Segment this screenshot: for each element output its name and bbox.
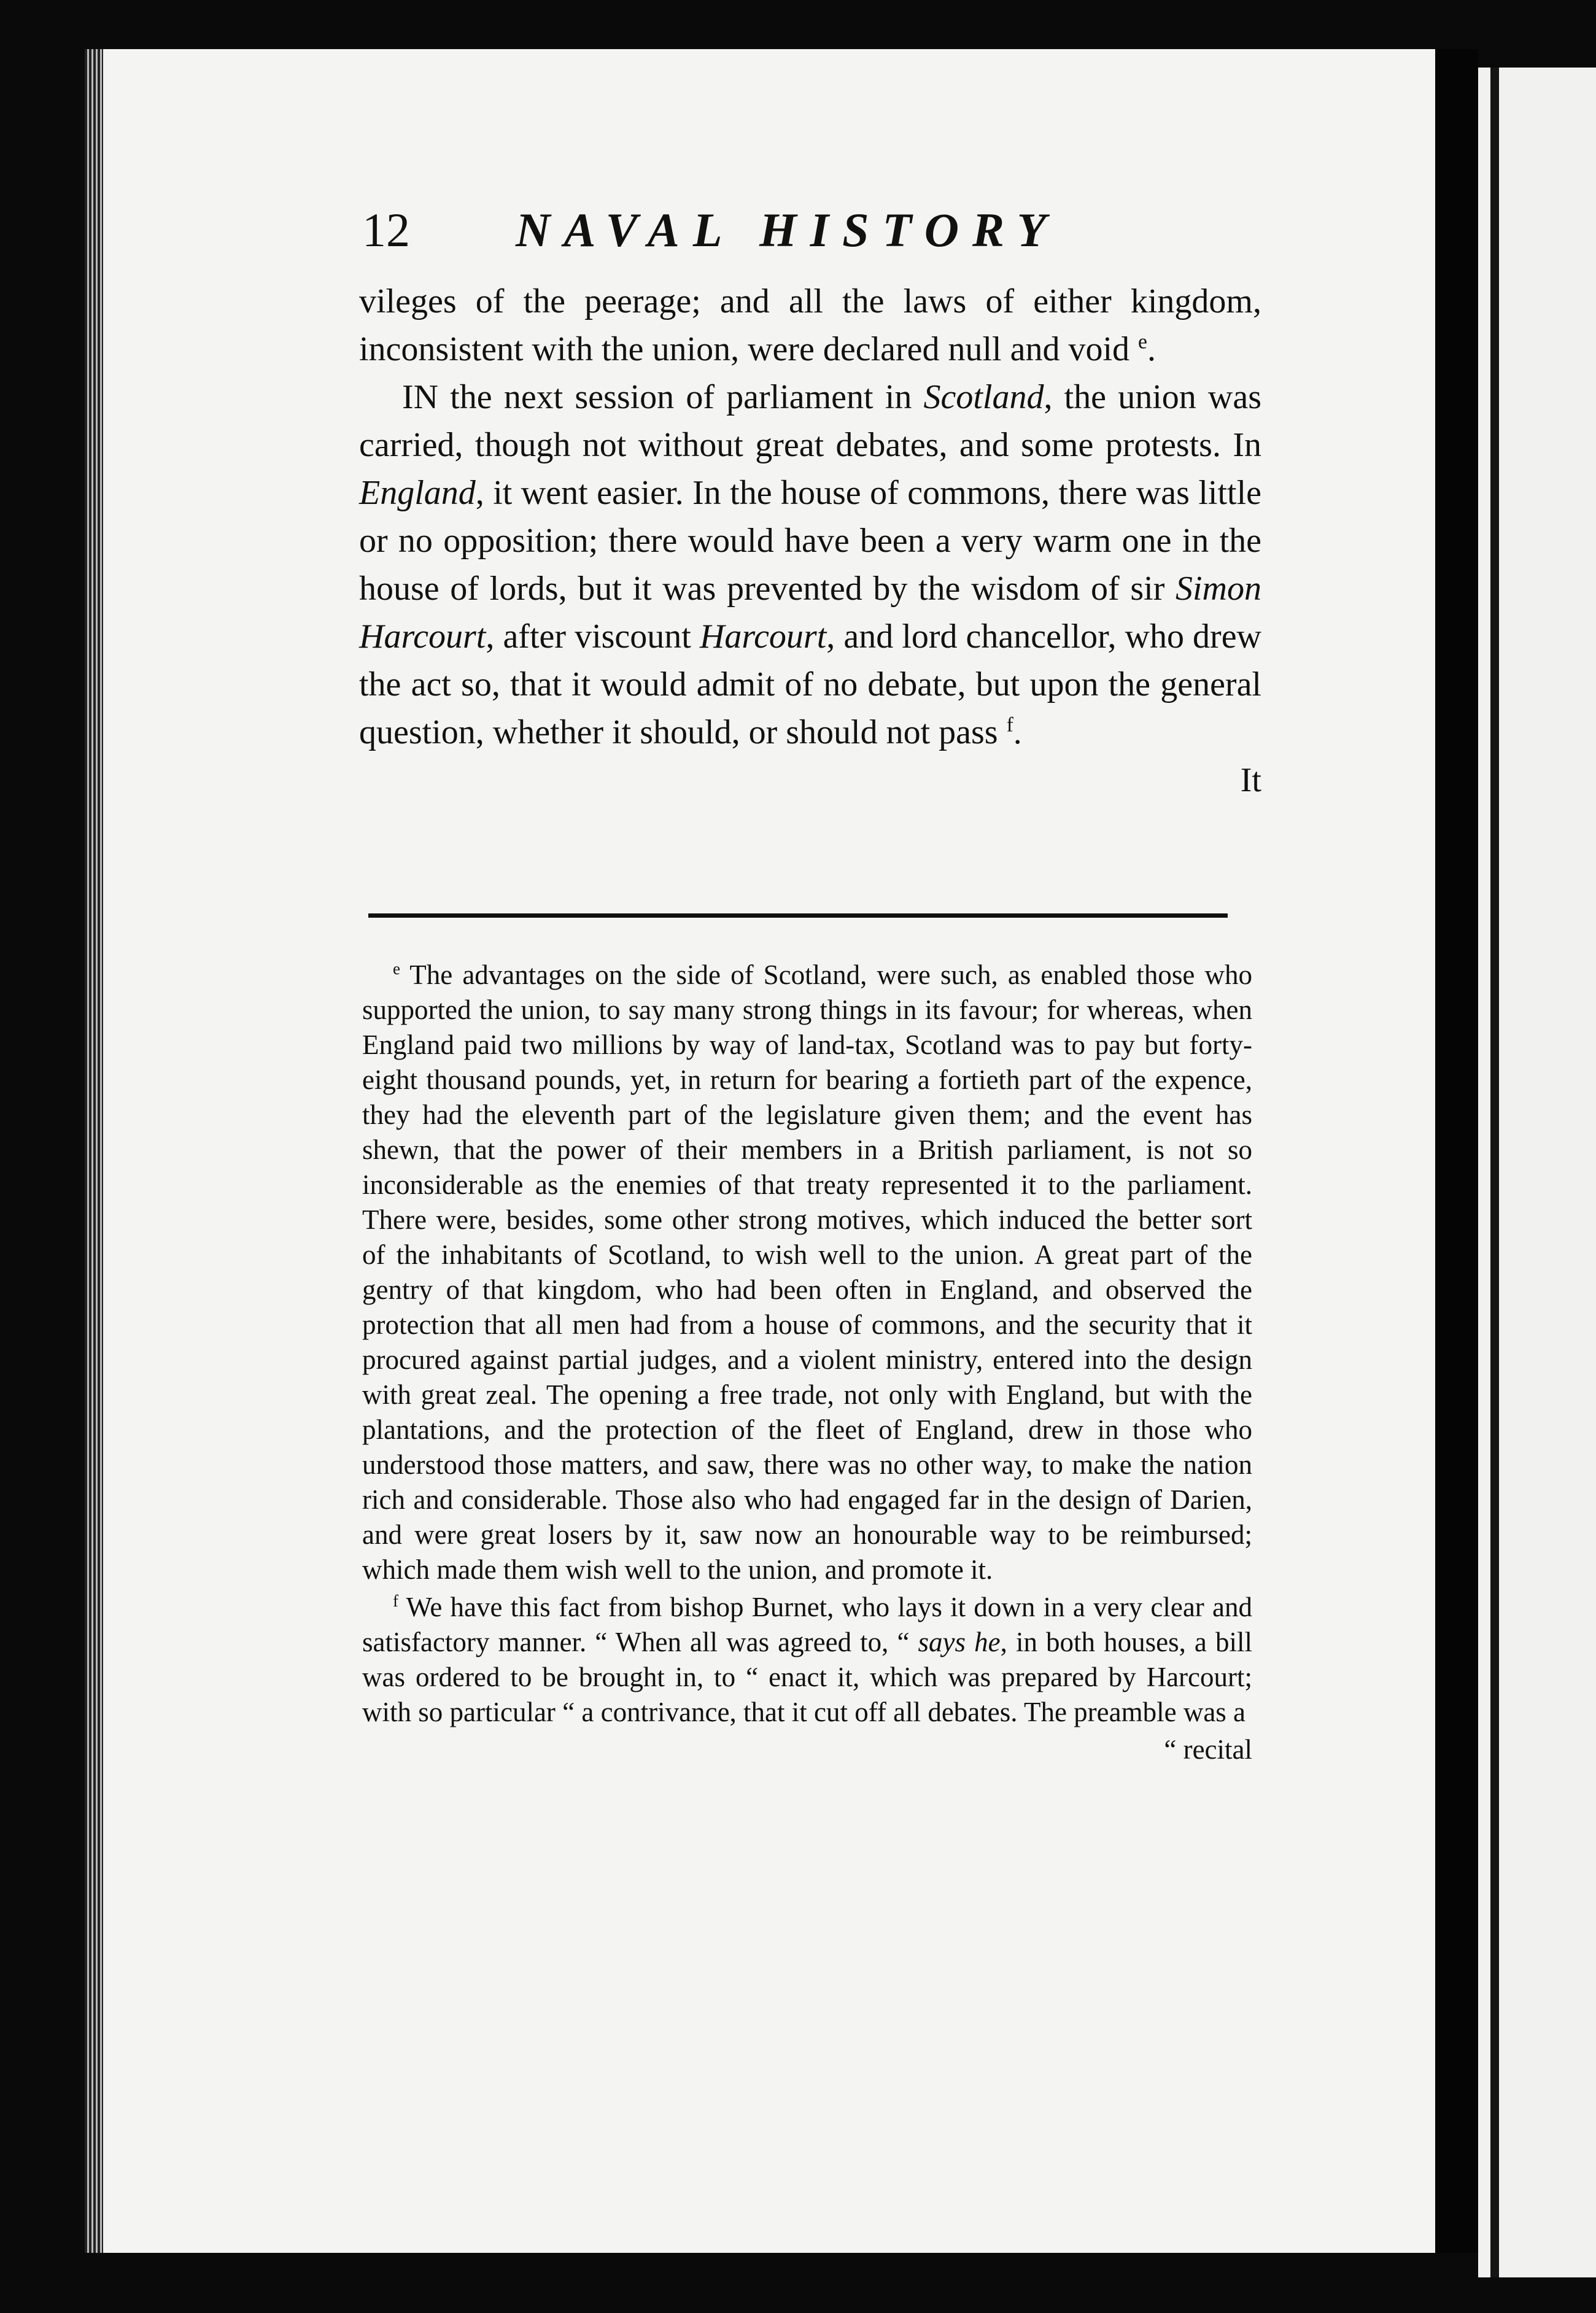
footnote-mark-e: e [393,959,400,978]
running-title: NAVAL HISTORY [516,203,1060,257]
footnote-rule [368,913,1228,918]
page-number: 12 [362,203,410,257]
paragraph-1: vileges of the peerage; and all the laws of either kingdom, inconsistent with the union, were declared null and void $^e$. [359,282,1261,368]
footnote-ref-f: f [1006,713,1013,737]
catchword: It [1240,761,1261,799]
main-text [359,277,1261,804]
footnotes [362,958,1252,1767]
footnote-catchword: “ recital [1164,1734,1252,1765]
footnote-f: $^f$ We have this fact from bishop Burnet, who lays it down in a very clear and satisfactory manner. “ When all was agreed to, “ says he, in both houses, a bill was ordered to be brought in, to “ enact it, which was prepared by Harcourt; with so particular “ a contrivance, that it cut off all debates. The preamble was a [362,1592,1253,1727]
paragraph-2: IN the next session of parliament in Scotland, the union was carried, though not without great debates, and some protests. In England, it went easier. In the house of commons, there was little or no opposition; there would have been a very warm one in the house of lords, but it was prevented by the wisdom of sir Simon Harcourt, after viscount Harcourt, and lord chancellor, who drew the act so, that it would admit of no debate, but upon the general question, whether it should, or should not pass $^f$. [359,378,1262,751]
page-header [362,203,1059,258]
footnote-e: $^e$ The advantages on the side of Scotland, were such, as enabled those who supported the union, to say many strong things in its favour; for whereas, when England paid two millions by way of land-tax, Scotland was to pay but forty-eight thousand pounds, yet, in return for bearing a fortieth part of the expence, they had the eleventh part of the legislature given them; and the event has shewn, that the power of their members in a British parliament, is not so inconsiderable as the enemies of that treaty represented it to the parliament. There were, besides, some other strong motives, which induced the better sort of the inhabitants of Scotland, to wish well to the union. A great part of the gentry of that kingdom, who had been often in England, and observed the protection that all men had from a house of commons, and the security that it procured against partial judges, and a violent ministry, entered into the design with great zeal. The opening a free trade, not only with England, but with the plantations, and the protection of the fleet of England, drew in those who understood those matters, and saw, there was no other way, to make the nation rich and considerable. Those also who had engaged far in the design of Darien, and were great losers by it, saw now an honourable way to be reimbursed; which made them wish well to the union, and promote it. [362,959,1252,1585]
facing-page-edge [1478,68,1596,2277]
footnote-mark-f: f [393,1592,398,1610]
book-gutter [1435,49,1478,2253]
footnote-ref-e: e [1138,330,1147,354]
